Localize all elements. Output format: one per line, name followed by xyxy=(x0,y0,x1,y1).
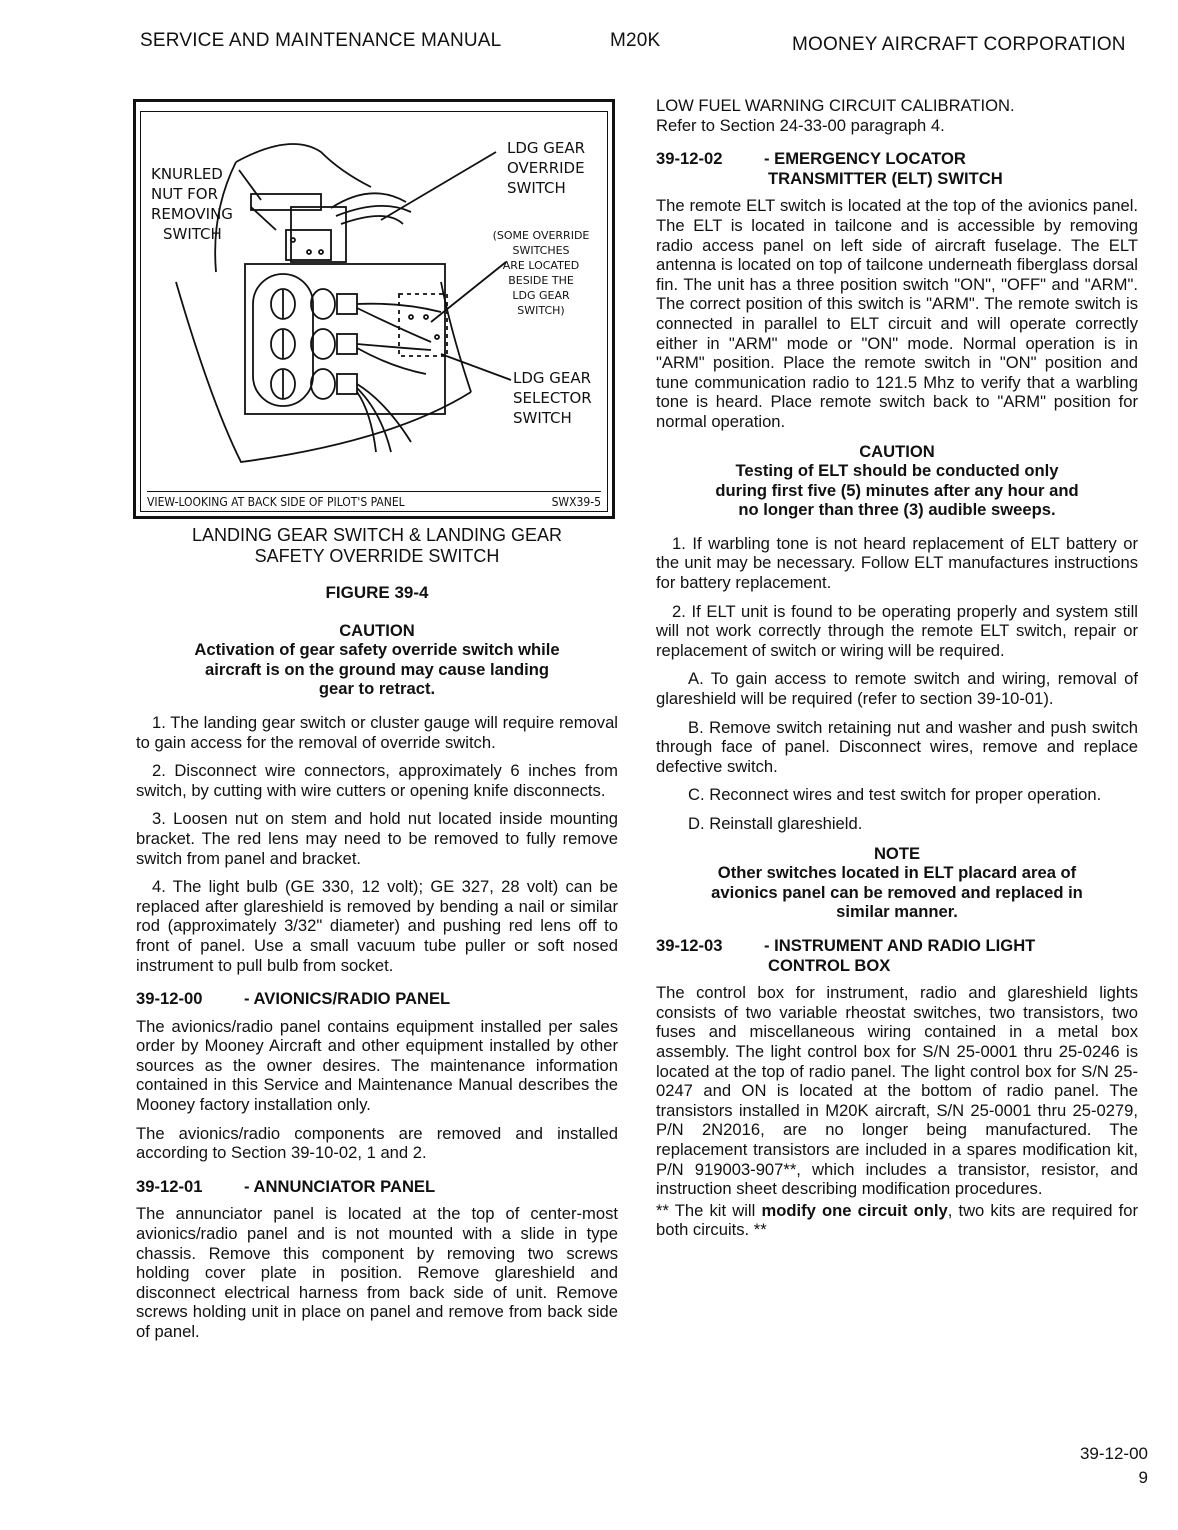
caution-title: CAUTION xyxy=(339,620,415,640)
elt-item-c: C. Reconnect wires and test switch for proper operation. xyxy=(688,785,1102,805)
section-title: - AVIONICS/RADIO PANEL xyxy=(244,989,451,1009)
step-1: 1. The landing gear switch or cluster gauge will require removal to gain access for the removal of override switch. xyxy=(136,712,618,752)
avionics-paragraph-1: The avionics/radio panel contains equipment installed per sales order by Mooney Aircraft and other equipment installed by other sources as the owner desires. The maintenance information contained in this Service and Maintenance Manual describes the Mooney factory installation only. xyxy=(136,1016,618,1115)
label-selector-line-2: SELECTOR xyxy=(513,389,592,407)
caution-title: CAUTION xyxy=(859,441,935,461)
caution-line-2: aircraft is on the ground may cause landing xyxy=(205,659,549,679)
label-some-line-2: SWITCHES xyxy=(512,244,570,257)
caution-line-1: Activation of gear safety override switch while xyxy=(194,640,560,660)
figure-39-4 xyxy=(133,99,615,519)
page-footer xyxy=(1080,1442,1148,1490)
figure-view-text: VIEW-LOOKING AT BACK SIDE OF PILOT'S PANEL xyxy=(147,495,405,509)
section-number: 39-12-00 xyxy=(136,989,203,1009)
step-4: 4. The light bulb (GE 330, 12 volt); GE 327, 28 volt) can be replaced after glareshield is removed by bending a nail or similar rod (approximately 3/32" diameter) and pushing red lens off to front of panel. Use a small vacuum tube puller or soft nosed instrument to pull bulb from socket. xyxy=(136,877,618,975)
section-39-12-01-heading xyxy=(136,1177,618,1197)
section-title-line-1: - INSTRUMENT AND RADIO LIGHT xyxy=(764,935,1036,955)
figure-view-caption xyxy=(147,491,601,509)
footer-section-number: 39-12-00 xyxy=(1079,1444,1148,1463)
section-title: - ANNUNCIATOR PANEL xyxy=(244,1176,436,1196)
label-override-line-2: OVERRIDE xyxy=(507,159,585,177)
caution-elt-testing xyxy=(656,442,1138,520)
kit-note-emphasis: modify one circuit only xyxy=(761,1200,948,1220)
right-column xyxy=(656,96,1138,1249)
label-selector-switch xyxy=(513,368,592,428)
section-number: 39-12-01 xyxy=(136,1176,203,1196)
step-3: 3. Loosen nut on stem and hold nut located inside mounting bracket. The red lens may need to be removed to fully remove switch from panel and bracket. xyxy=(136,809,618,868)
label-knurled-line-3: REMOVING xyxy=(151,205,233,223)
section-title-line-2: TRANSMITTER (ELT) SWITCH xyxy=(768,168,1003,188)
figure-number: FIGURE 39-4 xyxy=(325,583,429,602)
section-title xyxy=(764,936,1138,975)
figure-code: SWX39-5 xyxy=(551,495,601,509)
label-some-line-1: (SOME OVERRIDE xyxy=(492,229,590,242)
header-model: M20K xyxy=(610,30,661,51)
label-override-switch xyxy=(507,138,585,198)
low-fuel-line-2: Refer to Section 24-33-00 paragraph 4. xyxy=(656,115,945,135)
header-company: MOONEY AIRCRAFT CORPORATION xyxy=(792,34,1126,55)
section-title-line-2: CONTROL BOX xyxy=(768,955,891,975)
annunciator-paragraph: The annunciator panel is located at the top of center-most avionics/radio panel and is not mounted with a slide in type chassis. Remove this component by removing two screws holding cover plate in position. Remove glareshield and disconnect electrical harness from back side of unit. Remove screws holding unit in place on panel and remove from back side of panel. xyxy=(136,1204,618,1341)
note-other-switches xyxy=(656,844,1138,922)
label-selector-line-1: LDG GEAR xyxy=(513,369,592,387)
left-column xyxy=(136,525,618,1351)
figure-title-line-1: LANDING GEAR SWITCH & LANDING GEAR xyxy=(191,525,563,545)
kit-note-suffix: , two kits are required for both circuits. ** xyxy=(656,1200,1138,1240)
figure-title-line-2: SAFETY OVERRIDE SWITCH xyxy=(254,546,500,566)
label-knurled-nut xyxy=(151,164,233,244)
label-some-override xyxy=(481,228,601,318)
footer-page-number: 9 xyxy=(1138,1468,1148,1487)
low-fuel-line-1: LOW FUEL WARNING CIRCUIT CALIBRATION. xyxy=(656,96,1015,115)
label-some-line-6: SWITCH) xyxy=(517,304,565,317)
kit-note xyxy=(656,1201,1138,1240)
caution-line-3: gear to retract. xyxy=(318,679,436,699)
label-some-line-3: ARE LOCATED xyxy=(502,259,580,272)
section-title xyxy=(764,149,1138,188)
kit-note-prefix: ** The kit will xyxy=(656,1200,762,1220)
elt-paragraph: The remote ELT switch is located at the top of the avionics panel. The ELT is located in tailcone and is accessible by removing radio access panel on left side of aircraft fuselage. The ELT antenna is located on top of tailcone underneath fiberglass dorsal fin. The unit has a three position switch "ON", "OFF" and "ARM". The correct position of this switch is "ARM". The remote switch is connected in parallel to ELT circuit and will operate correctly either in "ARM" mode or "ON" mode. Normal operation is in "ARM" position. Place the remote switch in "ON" position and tune communication radio to 121.5 Mhz to verify that a warbling tone is heard. Place remote switch back to "ARM" position for normal operation. xyxy=(656,196,1138,431)
section-39-12-02-heading xyxy=(656,149,1138,188)
note-line-1: Other switches located in ELT placard area of xyxy=(717,863,1077,883)
low-fuel-calibration xyxy=(656,96,1138,135)
elt-item-1: 1. If warbling tone is not heard replacement of ELT battery or the unit may be necessary. Follow ELT manufactures instructions for battery replacement. xyxy=(656,533,1138,593)
section-39-12-00-heading xyxy=(136,989,618,1009)
caution-line-2: during first five (5) minutes after any hour and xyxy=(715,480,1079,500)
control-box-paragraph: The control box for instrument, radio and glareshield lights consists of two variable rheostat switches, two transistors, two fuses and miscellaneous wiring contained in a metal box assembly. The light control box for S/N 25-0001 thru 25-0246 is located at the top of radio panel. The light control box for S/N 25-0247 and ON is located at the bottom of radio panel. The transistors installed in M20K aircraft, S/N 25-0001 thru 25-0279, P/N 2N2016, are no longer being manufactured. The replacement transistors are included in a spares modification kit, P/N 919003-907**, which includes a transistor, resistor, and instruction sheet describing modification procedures. xyxy=(656,983,1138,1199)
note-line-3: similar manner. xyxy=(836,902,958,922)
elt-item-a: A. To gain access to remote switch and wiring, removal of glareshield will be required (refer to section 39-10-01). xyxy=(656,669,1138,709)
label-selector-line-3: SWITCH xyxy=(513,409,572,427)
note-line-2: avionics panel can be removed and replaced in xyxy=(711,882,1083,902)
label-override-line-1: LDG GEAR xyxy=(507,139,586,157)
figure-title xyxy=(136,525,618,567)
caution-line-1: Testing of ELT should be conducted only xyxy=(735,461,1059,481)
section-number: 39-12-02 xyxy=(656,149,723,169)
section-title-line-1: - EMERGENCY LOCATOR xyxy=(764,149,966,169)
label-some-line-4: BESIDE THE xyxy=(508,274,574,287)
header-manual-title: SERVICE AND MAINTENANCE MANUAL xyxy=(140,30,502,51)
elt-item-2: 2. If ELT unit is found to be operating properly and system still will not work correctly through the remote ELT switch, repair or replacement of switch or wiring will be required. xyxy=(656,601,1138,660)
caution-line-3: no longer than three (3) audible sweeps. xyxy=(738,500,1056,520)
label-some-line-5: LDG GEAR xyxy=(512,289,570,302)
elt-item-b: B. Remove switch retaining nut and washer and push switch through face of panel. Disconnect wires, remove and replace defective switch. xyxy=(656,717,1138,776)
elt-item-d: D. Reinstall glareshield. xyxy=(688,814,863,833)
section-number: 39-12-03 xyxy=(656,935,723,955)
label-knurled-line-4: SWITCH xyxy=(163,225,222,243)
label-knurled-line-1: KNURLED xyxy=(151,165,223,183)
step-2: 2. Disconnect wire connectors, approximately 6 inches from switch, by cutting with wire cutters or opening knife disconnects. xyxy=(136,761,618,800)
avionics-paragraph-2: The avionics/radio components are removed and installed according to Section 39-10-02, 1 and 2. xyxy=(136,1123,618,1163)
note-title: NOTE xyxy=(873,843,921,863)
label-knurled-line-2: NUT FOR xyxy=(151,185,218,203)
figure-drawing-area xyxy=(140,111,608,512)
section-39-12-03-heading xyxy=(656,936,1138,975)
caution-gear-override xyxy=(136,621,618,699)
label-override-line-3: SWITCH xyxy=(507,179,566,197)
